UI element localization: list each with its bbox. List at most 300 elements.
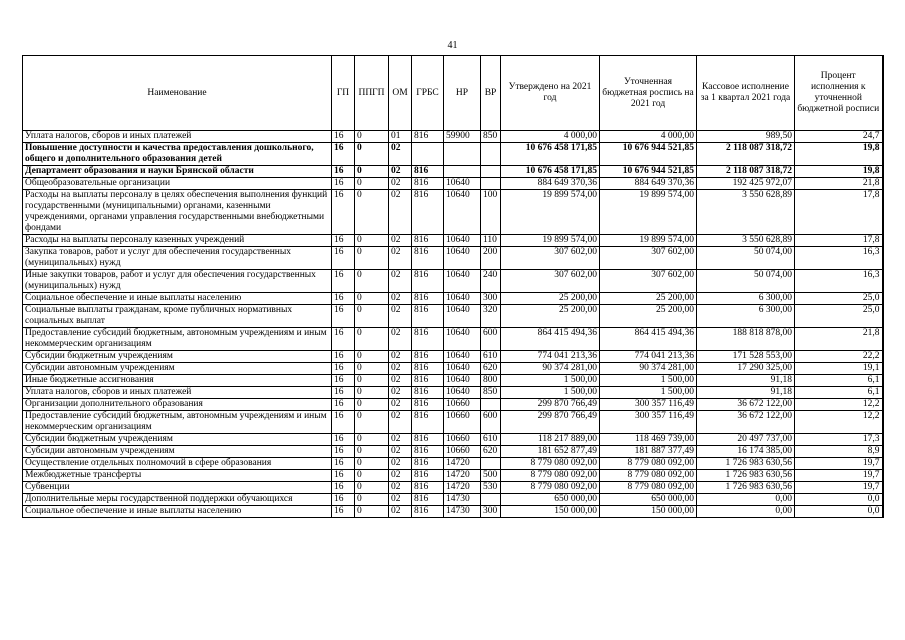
cell-om: 02 bbox=[389, 506, 412, 518]
cell-approved: 650 000,00 bbox=[501, 494, 600, 506]
cell-om: 02 bbox=[389, 328, 412, 351]
cell-approved: 299 870 766,49 bbox=[501, 399, 600, 411]
cell-np: 10660 bbox=[444, 399, 481, 411]
cell-vr: 300 bbox=[481, 293, 501, 305]
cell-grbs: 816 bbox=[412, 434, 444, 446]
cell-ppgp: 0 bbox=[355, 328, 389, 351]
table-row bbox=[23, 131, 883, 143]
cell-percent: 19,7 bbox=[795, 482, 883, 494]
table-row bbox=[23, 411, 883, 434]
table-row bbox=[23, 190, 883, 235]
header-cash: Кассовое исполнение за 1 квартал 2021 года bbox=[697, 56, 795, 131]
cell-ppgp: 0 bbox=[355, 235, 389, 247]
cell-name: Закупка товаров, работ и услуг для обеспечения государственных (муниципальных) нужд bbox=[23, 247, 332, 270]
cell-grbs: 816 bbox=[412, 446, 444, 458]
cell-percent: 6,1 bbox=[795, 387, 883, 399]
cell-np: 14730 bbox=[444, 506, 481, 518]
cell-np: 10640 bbox=[444, 270, 481, 293]
cell-name: Уплата налогов, сборов и иных платежей bbox=[23, 131, 332, 143]
cell-ppgp: 0 bbox=[355, 293, 389, 305]
cell-refined: 1 500,00 bbox=[600, 375, 697, 387]
cell-om: 02 bbox=[389, 375, 412, 387]
cell-vr bbox=[481, 494, 501, 506]
cell-cash: 1 726 983 630,56 bbox=[697, 482, 795, 494]
cell-approved: 299 870 766,49 bbox=[501, 411, 600, 434]
cell-cash: 989,50 bbox=[697, 131, 795, 143]
cell-refined: 118 469 739,00 bbox=[600, 434, 697, 446]
cell-om: 02 bbox=[389, 458, 412, 470]
table-row bbox=[23, 387, 883, 399]
cell-np: 14720 bbox=[444, 458, 481, 470]
cell-vr: 320 bbox=[481, 305, 501, 328]
cell-np: 10640 bbox=[444, 235, 481, 247]
cell-refined: 1 500,00 bbox=[600, 387, 697, 399]
cell-gp: 16 bbox=[332, 363, 355, 375]
cell-gp: 16 bbox=[332, 482, 355, 494]
cell-percent: 12,2 bbox=[795, 411, 883, 434]
cell-name: Расходы на выплаты персоналу в целях обеспечения выполнения функций государственными (муниципальными) органами, казенными учреждениями, органами управления государственными внебюджетными фондами bbox=[23, 190, 332, 235]
cell-refined: 4 000,00 bbox=[600, 131, 697, 143]
cell-cash: 6 300,00 bbox=[697, 305, 795, 328]
cell-percent: 12,2 bbox=[795, 399, 883, 411]
cell-name: Осуществление отдельных полномочий в сфере образования bbox=[23, 458, 332, 470]
cell-approved: 25 200,00 bbox=[501, 293, 600, 305]
cell-ppgp: 0 bbox=[355, 190, 389, 235]
cell-vr: 850 bbox=[481, 131, 501, 143]
cell-percent: 19,7 bbox=[795, 470, 883, 482]
cell-percent: 6,1 bbox=[795, 375, 883, 387]
cell-percent: 24,7 bbox=[795, 131, 883, 143]
cell-name: Межбюджетные трансферты bbox=[23, 470, 332, 482]
cell-name: Субсидии бюджетным учреждениям bbox=[23, 434, 332, 446]
cell-cash: 36 672 122,00 bbox=[697, 411, 795, 434]
cell-np: 10640 bbox=[444, 178, 481, 190]
table-row bbox=[23, 235, 883, 247]
cell-percent: 19,8 bbox=[795, 166, 883, 178]
cell-vr bbox=[481, 458, 501, 470]
cell-om: 02 bbox=[389, 305, 412, 328]
cell-gp: 16 bbox=[332, 446, 355, 458]
cell-np: 10640 bbox=[444, 328, 481, 351]
cell-cash: 50 074,00 bbox=[697, 270, 795, 293]
cell-cash: 0,00 bbox=[697, 506, 795, 518]
cell-vr: 600 bbox=[481, 328, 501, 351]
cell-refined: 8 779 080 092,00 bbox=[600, 470, 697, 482]
cell-om: 02 bbox=[389, 387, 412, 399]
cell-cash: 3 550 628,89 bbox=[697, 190, 795, 235]
cell-np: 10660 bbox=[444, 434, 481, 446]
table-row bbox=[23, 494, 883, 506]
cell-refined: 19 899 574,00 bbox=[600, 235, 697, 247]
cell-cash: 2 118 087 318,72 bbox=[697, 143, 795, 166]
cell-grbs bbox=[412, 143, 444, 166]
cell-refined: 774 041 213,36 bbox=[600, 351, 697, 363]
header-refined: Уточненная бюджетная роспись на 2021 год bbox=[600, 56, 697, 131]
cell-grbs: 816 bbox=[412, 305, 444, 328]
cell-percent: 19,7 bbox=[795, 458, 883, 470]
cell-ppgp: 0 bbox=[355, 387, 389, 399]
cell-grbs: 816 bbox=[412, 270, 444, 293]
cell-gp: 16 bbox=[332, 399, 355, 411]
cell-approved: 19 899 574,00 bbox=[501, 235, 600, 247]
cell-om: 02 bbox=[389, 470, 412, 482]
cell-refined: 10 676 944 521,85 bbox=[600, 166, 697, 178]
header-name: Наименование bbox=[23, 56, 332, 131]
cell-ppgp: 0 bbox=[355, 270, 389, 293]
cell-np: 14720 bbox=[444, 482, 481, 494]
table-row bbox=[23, 293, 883, 305]
cell-grbs: 816 bbox=[412, 458, 444, 470]
cell-om: 02 bbox=[389, 446, 412, 458]
cell-percent: 17,8 bbox=[795, 190, 883, 235]
table-row bbox=[23, 143, 883, 166]
cell-cash: 36 672 122,00 bbox=[697, 399, 795, 411]
cell-approved: 307 602,00 bbox=[501, 270, 600, 293]
cell-vr: 620 bbox=[481, 446, 501, 458]
cell-grbs: 816 bbox=[412, 328, 444, 351]
cell-refined: 650 000,00 bbox=[600, 494, 697, 506]
cell-cash: 6 300,00 bbox=[697, 293, 795, 305]
cell-approved: 1 500,00 bbox=[501, 375, 600, 387]
table-row bbox=[23, 166, 883, 178]
cell-name: Субсидии бюджетным учреждениям bbox=[23, 351, 332, 363]
cell-gp: 16 bbox=[332, 305, 355, 328]
cell-vr: 500 bbox=[481, 470, 501, 482]
cell-np bbox=[444, 166, 481, 178]
cell-vr: 800 bbox=[481, 375, 501, 387]
table-header-row bbox=[23, 56, 883, 131]
cell-ppgp: 0 bbox=[355, 166, 389, 178]
cell-gp: 16 bbox=[332, 190, 355, 235]
cell-refined: 300 357 116,49 bbox=[600, 399, 697, 411]
cell-cash: 2 118 087 318,72 bbox=[697, 166, 795, 178]
cell-percent: 19,1 bbox=[795, 363, 883, 375]
cell-np: 10640 bbox=[444, 305, 481, 328]
cell-ppgp: 0 bbox=[355, 247, 389, 270]
table-row bbox=[23, 375, 883, 387]
cell-om: 02 bbox=[389, 178, 412, 190]
cell-name: Департамент образования и науки Брянской области bbox=[23, 166, 332, 178]
cell-om: 02 bbox=[389, 482, 412, 494]
cell-om: 02 bbox=[389, 293, 412, 305]
cell-om: 02 bbox=[389, 363, 412, 375]
cell-grbs: 816 bbox=[412, 470, 444, 482]
table-row bbox=[23, 458, 883, 470]
cell-approved: 181 652 877,49 bbox=[501, 446, 600, 458]
table-row bbox=[23, 363, 883, 375]
cell-ppgp: 0 bbox=[355, 434, 389, 446]
cell-approved: 150 000,00 bbox=[501, 506, 600, 518]
table-row bbox=[23, 399, 883, 411]
cell-vr: 300 bbox=[481, 506, 501, 518]
cell-vr bbox=[481, 166, 501, 178]
cell-name: Расходы на выплаты персоналу казенных учреждений bbox=[23, 235, 332, 247]
cell-refined: 150 000,00 bbox=[600, 506, 697, 518]
cell-np bbox=[444, 143, 481, 166]
cell-cash: 17 290 325,00 bbox=[697, 363, 795, 375]
cell-refined: 864 415 494,36 bbox=[600, 328, 697, 351]
cell-grbs: 816 bbox=[412, 166, 444, 178]
cell-ppgp: 0 bbox=[355, 411, 389, 434]
table-row bbox=[23, 482, 883, 494]
cell-gp: 16 bbox=[332, 166, 355, 178]
cell-refined: 90 374 281,00 bbox=[600, 363, 697, 375]
cell-approved: 8 779 080 092,00 bbox=[501, 458, 600, 470]
cell-grbs: 816 bbox=[412, 190, 444, 235]
cell-gp: 16 bbox=[332, 178, 355, 190]
cell-om: 02 bbox=[389, 434, 412, 446]
cell-refined: 8 779 080 092,00 bbox=[600, 482, 697, 494]
cell-gp: 16 bbox=[332, 506, 355, 518]
cell-name: Субвенции bbox=[23, 482, 332, 494]
cell-om: 02 bbox=[389, 166, 412, 178]
cell-name: Иные бюджетные ассигнования bbox=[23, 375, 332, 387]
cell-vr: 850 bbox=[481, 387, 501, 399]
cell-np: 10640 bbox=[444, 387, 481, 399]
cell-approved: 774 041 213,36 bbox=[501, 351, 600, 363]
cell-gp: 16 bbox=[332, 351, 355, 363]
cell-om: 02 bbox=[389, 270, 412, 293]
cell-ppgp: 0 bbox=[355, 458, 389, 470]
cell-refined: 884 649 370,36 bbox=[600, 178, 697, 190]
cell-vr: 100 bbox=[481, 190, 501, 235]
cell-np: 10640 bbox=[444, 363, 481, 375]
cell-percent: 25,0 bbox=[795, 305, 883, 328]
cell-cash: 1 726 983 630,56 bbox=[697, 458, 795, 470]
cell-percent: 17,3 bbox=[795, 434, 883, 446]
cell-percent: 8,9 bbox=[795, 446, 883, 458]
cell-vr bbox=[481, 178, 501, 190]
cell-approved: 1 500,00 bbox=[501, 387, 600, 399]
cell-gp: 16 bbox=[332, 387, 355, 399]
cell-ppgp: 0 bbox=[355, 494, 389, 506]
cell-np: 10640 bbox=[444, 293, 481, 305]
cell-name: Социальные выплаты гражданам, кроме публичных нормативных социальных выплат bbox=[23, 305, 332, 328]
cell-grbs: 816 bbox=[412, 506, 444, 518]
cell-ppgp: 0 bbox=[355, 363, 389, 375]
cell-percent: 21,8 bbox=[795, 328, 883, 351]
cell-name: Субсидии автономным учреждениям bbox=[23, 446, 332, 458]
cell-ppgp: 0 bbox=[355, 470, 389, 482]
cell-approved: 8 779 080 092,00 bbox=[501, 470, 600, 482]
cell-refined: 10 676 944 521,85 bbox=[600, 143, 697, 166]
cell-np: 10640 bbox=[444, 190, 481, 235]
cell-percent: 0,0 bbox=[795, 494, 883, 506]
cell-name: Организации дополнительного образования bbox=[23, 399, 332, 411]
cell-vr: 530 bbox=[481, 482, 501, 494]
cell-name: Социальное обеспечение и иные выплаты населению bbox=[23, 293, 332, 305]
header-np: НР bbox=[444, 56, 481, 131]
cell-name: Повышение доступности и качества предоставления дошкольного, общего и дополнительного образования детей bbox=[23, 143, 332, 166]
cell-approved: 90 374 281,00 bbox=[501, 363, 600, 375]
cell-approved: 25 200,00 bbox=[501, 305, 600, 328]
cell-name: Субсидии автономным учреждениям bbox=[23, 363, 332, 375]
cell-percent: 19,8 bbox=[795, 143, 883, 166]
cell-approved: 10 676 458 171,85 bbox=[501, 166, 600, 178]
cell-gp: 16 bbox=[332, 470, 355, 482]
cell-name: Дополнительные меры государственной поддержки обучающихся bbox=[23, 494, 332, 506]
cell-om: 02 bbox=[389, 399, 412, 411]
table-row bbox=[23, 247, 883, 270]
table-row bbox=[23, 178, 883, 190]
cell-cash: 192 425 972,07 bbox=[697, 178, 795, 190]
cell-gp: 16 bbox=[332, 131, 355, 143]
cell-vr: 600 bbox=[481, 411, 501, 434]
cell-name: Иные закупки товаров, работ и услуг для обеспечения государственных (муниципальных) нужд bbox=[23, 270, 332, 293]
cell-grbs: 816 bbox=[412, 494, 444, 506]
cell-vr: 610 bbox=[481, 351, 501, 363]
cell-cash: 91,18 bbox=[697, 387, 795, 399]
cell-percent: 21,8 bbox=[795, 178, 883, 190]
cell-ppgp: 0 bbox=[355, 446, 389, 458]
cell-percent: 22,2 bbox=[795, 351, 883, 363]
cell-grbs: 816 bbox=[412, 235, 444, 247]
cell-ppgp: 0 bbox=[355, 178, 389, 190]
cell-approved: 118 217 889,00 bbox=[501, 434, 600, 446]
cell-grbs: 816 bbox=[412, 375, 444, 387]
cell-gp: 16 bbox=[332, 458, 355, 470]
table-row bbox=[23, 446, 883, 458]
cell-gp: 16 bbox=[332, 411, 355, 434]
cell-gp: 16 bbox=[332, 494, 355, 506]
cell-om: 01 bbox=[389, 131, 412, 143]
cell-gp: 16 bbox=[332, 270, 355, 293]
cell-cash: 3 550 628,89 bbox=[697, 235, 795, 247]
cell-gp: 16 bbox=[332, 293, 355, 305]
cell-cash: 50 074,00 bbox=[697, 247, 795, 270]
cell-vr: 200 bbox=[481, 247, 501, 270]
cell-np: 59900 bbox=[444, 131, 481, 143]
cell-om: 02 bbox=[389, 351, 412, 363]
cell-cash: 20 497 737,00 bbox=[697, 434, 795, 446]
cell-ppgp: 0 bbox=[355, 305, 389, 328]
cell-ppgp: 0 bbox=[355, 482, 389, 494]
header-grbs: ГРБС bbox=[412, 56, 444, 131]
cell-ppgp: 0 bbox=[355, 351, 389, 363]
cell-cash: 16 174 385,00 bbox=[697, 446, 795, 458]
table-row bbox=[23, 506, 883, 518]
cell-np: 10660 bbox=[444, 446, 481, 458]
cell-approved: 8 779 080 092,00 bbox=[501, 482, 600, 494]
cell-ppgp: 0 bbox=[355, 506, 389, 518]
cell-grbs: 816 bbox=[412, 131, 444, 143]
cell-name: Уплата налогов, сборов и иных платежей bbox=[23, 387, 332, 399]
header-ppgp: ППГП bbox=[355, 56, 389, 131]
cell-approved: 884 649 370,36 bbox=[501, 178, 600, 190]
cell-vr: 620 bbox=[481, 363, 501, 375]
header-approved: Утверждено на 2021 год bbox=[501, 56, 600, 131]
cell-percent: 16,3 bbox=[795, 247, 883, 270]
cell-refined: 300 357 116,49 bbox=[600, 411, 697, 434]
cell-np: 10640 bbox=[444, 247, 481, 270]
cell-np: 10660 bbox=[444, 411, 481, 434]
cell-om: 02 bbox=[389, 247, 412, 270]
cell-np: 10640 bbox=[444, 351, 481, 363]
cell-cash: 0,00 bbox=[697, 494, 795, 506]
cell-refined: 25 200,00 bbox=[600, 305, 697, 328]
cell-grbs: 816 bbox=[412, 247, 444, 270]
table-row bbox=[23, 470, 883, 482]
cell-gp: 16 bbox=[332, 247, 355, 270]
cell-percent: 0,0 bbox=[795, 506, 883, 518]
cell-ppgp: 0 bbox=[355, 375, 389, 387]
cell-gp: 16 bbox=[332, 143, 355, 166]
cell-refined: 19 899 574,00 bbox=[600, 190, 697, 235]
cell-grbs: 816 bbox=[412, 387, 444, 399]
cell-grbs: 816 bbox=[412, 178, 444, 190]
cell-approved: 19 899 574,00 bbox=[501, 190, 600, 235]
cell-approved: 864 415 494,36 bbox=[501, 328, 600, 351]
cell-np: 14720 bbox=[444, 470, 481, 482]
cell-np: 14730 bbox=[444, 494, 481, 506]
header-om: ОМ bbox=[389, 56, 412, 131]
budget-execution-table bbox=[22, 55, 884, 518]
cell-cash: 1 726 983 630,56 bbox=[697, 470, 795, 482]
cell-name: Социальное обеспечение и иные выплаты населению bbox=[23, 506, 332, 518]
cell-gp: 16 bbox=[332, 375, 355, 387]
cell-gp: 16 bbox=[332, 434, 355, 446]
cell-approved: 10 676 458 171,85 bbox=[501, 143, 600, 166]
cell-percent: 25,0 bbox=[795, 293, 883, 305]
cell-percent: 17,8 bbox=[795, 235, 883, 247]
cell-grbs: 816 bbox=[412, 351, 444, 363]
cell-om: 02 bbox=[389, 494, 412, 506]
cell-vr: 610 bbox=[481, 434, 501, 446]
cell-refined: 307 602,00 bbox=[600, 247, 697, 270]
cell-grbs: 816 bbox=[412, 482, 444, 494]
cell-approved: 4 000,00 bbox=[501, 131, 600, 143]
cell-om: 02 bbox=[389, 411, 412, 434]
table-row bbox=[23, 434, 883, 446]
cell-gp: 16 bbox=[332, 235, 355, 247]
cell-ppgp: 0 bbox=[355, 399, 389, 411]
cell-ppgp: 0 bbox=[355, 131, 389, 143]
cell-om: 02 bbox=[389, 143, 412, 166]
cell-cash: 188 818 878,00 bbox=[697, 328, 795, 351]
cell-gp: 16 bbox=[332, 328, 355, 351]
cell-cash: 171 528 553,00 bbox=[697, 351, 795, 363]
header-vr: ВР bbox=[481, 56, 501, 131]
cell-np: 10640 bbox=[444, 375, 481, 387]
cell-refined: 8 779 080 092,00 bbox=[600, 458, 697, 470]
cell-refined: 307 602,00 bbox=[600, 270, 697, 293]
cell-approved: 307 602,00 bbox=[501, 247, 600, 270]
cell-cash: 91,18 bbox=[697, 375, 795, 387]
cell-name: Предоставление субсидий бюджетным, автономным учреждениям и иным некоммерческим организациям bbox=[23, 328, 332, 351]
table-row bbox=[23, 351, 883, 363]
cell-ppgp: 0 bbox=[355, 143, 389, 166]
table-row bbox=[23, 270, 883, 293]
cell-name: Общеобразовательные организации bbox=[23, 178, 332, 190]
cell-vr: 110 bbox=[481, 235, 501, 247]
header-gp: ГП bbox=[332, 56, 355, 131]
cell-name: Предоставление субсидий бюджетным, автономным учреждениям и иным некоммерческим организациям bbox=[23, 411, 332, 434]
cell-grbs: 816 bbox=[412, 363, 444, 375]
cell-vr bbox=[481, 399, 501, 411]
cell-refined: 181 887 377,49 bbox=[600, 446, 697, 458]
page-number: 41 bbox=[447, 40, 458, 51]
header-percent: Процент исполнения к уточненной бюджетной росписи bbox=[795, 56, 883, 131]
table-row bbox=[23, 305, 883, 328]
cell-grbs: 816 bbox=[412, 399, 444, 411]
table-row bbox=[23, 328, 883, 351]
cell-refined: 25 200,00 bbox=[600, 293, 697, 305]
cell-grbs: 816 bbox=[412, 293, 444, 305]
cell-percent: 16,3 bbox=[795, 270, 883, 293]
cell-vr: 240 bbox=[481, 270, 501, 293]
cell-vr bbox=[481, 143, 501, 166]
cell-grbs: 816 bbox=[412, 411, 444, 434]
